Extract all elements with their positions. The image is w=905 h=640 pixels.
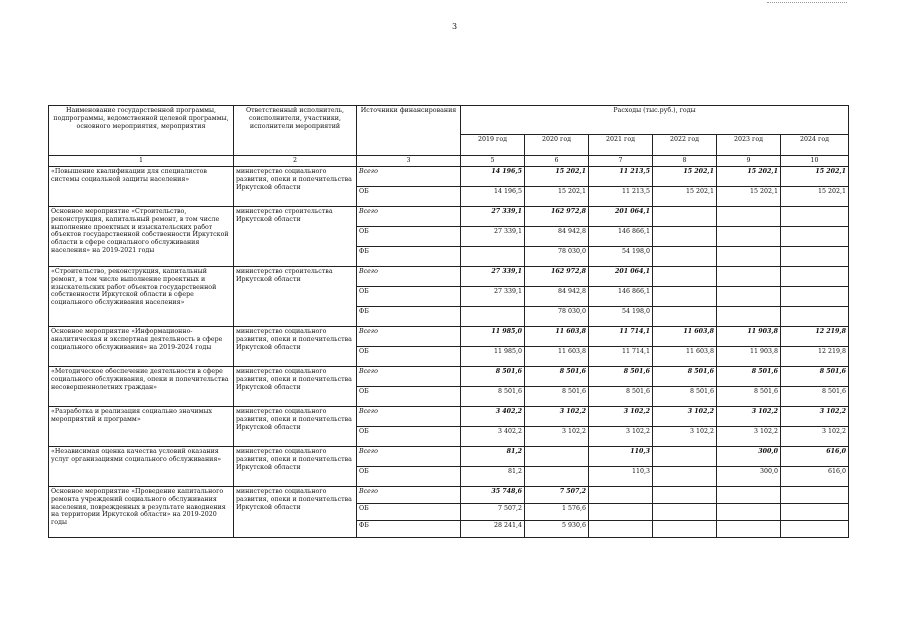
expense-value: 8 501,6 [461,386,525,406]
executor: министерство социального развития, опеки и попечительства Иркутской области [234,366,357,406]
expense-value: 81,2 [461,446,525,466]
expense-value: 27 339,1 [461,266,525,286]
expense-value: 54 198,0 [589,246,653,266]
expense-value: 14 196,5 [461,186,525,206]
expense-value: 11 985,0 [461,326,525,346]
funding-source: ФБ [357,520,461,537]
expense-value [653,226,717,246]
column-number: 1 [49,156,234,167]
col-name-header: Наименование государственной программы, подпрограммы, ведомственной целевой программы, основного мероприятия, мероприятия [49,106,234,156]
column-number: 8 [653,156,717,167]
expense-value: 616,0 [781,466,849,486]
expense-value [717,503,781,520]
table-row [49,486,849,503]
expense-value [653,486,717,503]
expense-value: 35 748,6 [461,486,525,503]
expense-value: 78 030,0 [525,306,589,326]
expense-value: 1 576,6 [525,503,589,520]
expense-value: 8 501,6 [781,386,849,406]
column-number: 10 [781,156,849,167]
expense-value [717,246,781,266]
expense-value [781,246,849,266]
expense-value: 15 202,1 [781,166,849,186]
budget-table [48,105,849,538]
expense-value: 5 930,6 [525,520,589,537]
expense-value: 84 942,8 [525,286,589,306]
expense-value: 3 102,2 [653,406,717,426]
expense-value [717,520,781,537]
expense-value [717,306,781,326]
expense-value [653,206,717,226]
expense-value: 162 972,8 [525,206,589,226]
expense-value: 8 501,6 [717,386,781,406]
funding-source: Всего [357,206,461,226]
expense-value: 11 714,1 [589,346,653,366]
col-source-header: Источники финансирования [357,106,461,156]
expense-value [653,246,717,266]
expense-value: 8 501,6 [589,386,653,406]
expense-value [717,486,781,503]
expense-value [653,286,717,306]
expense-value: 146 866,1 [589,226,653,246]
expense-value [781,520,849,537]
expense-value: 8 501,6 [653,366,717,386]
executor: министерство социального развития, опеки и попечительства Иркутской области [234,486,357,537]
column-number: 7 [589,156,653,167]
expense-value [781,503,849,520]
expense-value: 3 102,2 [717,426,781,446]
expense-value: 201 064,1 [589,266,653,286]
expense-value: 3 402,2 [461,406,525,426]
expense-value: 3 102,2 [717,406,781,426]
expense-value: 3 102,2 [525,426,589,446]
expense-value: 27 339,1 [461,206,525,226]
expense-value: 11 213,5 [589,166,653,186]
column-number: 6 [525,156,589,167]
expense-value: 616,0 [781,446,849,466]
expense-value: 3 102,2 [525,406,589,426]
expense-value: 3 102,2 [589,426,653,446]
col-expenses-header: Расходы (тыс.руб.), годы [461,106,849,135]
year-header: 2023 год [717,135,781,156]
table-body [49,166,849,537]
funding-source: ОБ [357,346,461,366]
expense-value [653,503,717,520]
activity-name: «Методическое обеспечение деятельности в сфере социального обслуживания, опеки и попечительства несовершеннолетних граждан» [49,366,234,406]
funding-source: Всего [357,166,461,186]
funding-source: Всего [357,406,461,426]
activity-name: Основное мероприятие «Строительство, реконструкция, капитальный ремонт, в том числе выполнение проектных и изыскательских работ объектов государственной собственности Иркутской области в сфере социального обслуживания населения» на 2019-2021 годы [49,206,234,266]
expense-value: 11 985,0 [461,346,525,366]
executor: министерство социального развития, опеки и попечительства Иркутской области [234,166,357,206]
funding-source: Всего [357,366,461,386]
expense-value: 15 202,1 [781,186,849,206]
expense-value: 11 603,8 [653,326,717,346]
header-row-numbers [49,156,849,167]
expense-value [653,520,717,537]
table-row [49,446,849,466]
expense-value: 8 501,6 [589,366,653,386]
expense-value: 78 030,0 [525,246,589,266]
col-executor-header: Ответственный исполнитель, соисполнители, участники, исполнители мероприятий [234,106,357,156]
funding-source: Всего [357,486,461,503]
column-number: 3 [357,156,461,167]
expense-value: 15 202,1 [717,186,781,206]
expense-value: 300,0 [717,466,781,486]
activity-name: «Строительство, реконструкция, капитальный ремонт, в том числе выполнение проектных и изыскательских работ объектов государственной собственности Иркутской области в сфере социального обслуживания населения» [49,266,234,326]
table-row [49,266,849,286]
column-number: 2 [234,156,357,167]
funding-source: ОБ [357,226,461,246]
year-header: 2024 год [781,135,849,156]
expense-value [589,520,653,537]
expense-value: 54 198,0 [589,306,653,326]
expense-value: 146 866,1 [589,286,653,306]
expense-value: 11 603,8 [653,346,717,366]
expense-value: 84 942,8 [525,226,589,246]
year-header: 2021 год [589,135,653,156]
expense-value: 15 202,1 [653,166,717,186]
expense-value: 300,0 [717,446,781,466]
expense-value [461,246,525,266]
expense-value [781,206,849,226]
executor: министерство социального развития, опеки и попечительства Иркутской области [234,326,357,366]
scan-mark [767,2,847,3]
expense-value: 3 102,2 [589,406,653,426]
executor: министерство строительства Иркутской области [234,266,357,326]
expense-value: 12 219,8 [781,326,849,346]
expense-value [717,286,781,306]
expense-value: 11 903,8 [717,346,781,366]
expense-value: 11 603,8 [525,346,589,366]
expense-value: 110,3 [589,446,653,466]
funding-source: ОБ [357,426,461,446]
expense-value: 3 102,2 [781,426,849,446]
column-number: 5 [461,156,525,167]
funding-source: ОБ [357,386,461,406]
expense-value: 27 339,1 [461,286,525,306]
table-row [49,326,849,346]
funding-source: ОБ [357,503,461,520]
expense-value [525,446,589,466]
expense-value [781,486,849,503]
expense-value [653,466,717,486]
expense-value: 8 501,6 [781,366,849,386]
year-header: 2022 год [653,135,717,156]
expense-value: 14 196,5 [461,166,525,186]
expense-value: 15 202,1 [653,186,717,206]
table-row [49,406,849,426]
executor: министерство строительства Иркутской области [234,206,357,266]
expense-value: 8 501,6 [525,366,589,386]
expense-value: 110,3 [589,466,653,486]
funding-source: ФБ [357,306,461,326]
activity-name: «Независимая оценка качества условий оказания услуг организациями социального обслуживания» [49,446,234,486]
expense-value [717,226,781,246]
expense-value: 8 501,6 [461,366,525,386]
page-number: 3 [452,22,458,31]
expense-value [589,486,653,503]
activity-name: Основное мероприятие «Проведение капитального ремонта учреждений социального обслуживания населения, поврежденных в результате наводнения на территории Иркутской области» на 2019-2020 годы [49,486,234,537]
expense-value [525,466,589,486]
expense-value: 11 903,8 [717,326,781,346]
expense-value: 11 603,8 [525,326,589,346]
expense-value [653,306,717,326]
header-row-1 [49,106,849,135]
expense-value: 162 972,8 [525,266,589,286]
expense-value: 12 219,8 [781,346,849,366]
expense-value: 11 213,5 [589,186,653,206]
expense-value: 8 501,6 [525,386,589,406]
expense-value [781,306,849,326]
expense-value: 7 507,2 [525,486,589,503]
expense-value [717,266,781,286]
table-row [49,206,849,226]
activity-name: «Повышение квалификации для специалистов системы социальной защиты населения» [49,166,234,206]
expense-value: 8 501,6 [717,366,781,386]
expense-value: 27 339,1 [461,226,525,246]
funding-source: ОБ [357,186,461,206]
expense-value [589,503,653,520]
table-row [49,366,849,386]
year-header: 2020 год [525,135,589,156]
expense-value: 28 241,4 [461,520,525,537]
expense-value: 201 064,1 [589,206,653,226]
expense-value: 15 202,1 [525,186,589,206]
expense-value: 15 202,1 [525,166,589,186]
expense-value [781,286,849,306]
expense-value [781,266,849,286]
table-row [49,166,849,186]
funding-source: Всего [357,326,461,346]
funding-source: ФБ [357,246,461,266]
expense-value: 7 507,2 [461,503,525,520]
expense-value [653,266,717,286]
expense-value: 81,2 [461,466,525,486]
expense-value: 15 202,1 [717,166,781,186]
executor: министерство социального развития, опеки и попечительства Иркутской области [234,446,357,486]
expense-value [717,206,781,226]
expense-value: 3 102,2 [653,426,717,446]
year-header: 2019 год [461,135,525,156]
funding-source: ОБ [357,466,461,486]
column-number: 9 [717,156,781,167]
expense-value [653,446,717,466]
expense-value: 3 402,2 [461,426,525,446]
executor: министерство социального развития, опеки и попечительства Иркутской области [234,406,357,446]
expense-value: 11 714,1 [589,326,653,346]
expense-value: 8 501,6 [653,386,717,406]
activity-name: Основное мероприятие «Информационно-аналитическая и экспертная деятельность в сфере социального обслуживания» на 2019-2024 годы [49,326,234,366]
expense-value [461,306,525,326]
funding-source: Всего [357,446,461,466]
expense-value [781,226,849,246]
activity-name: «Разработка и реализация социально значимых мероприятий и программ» [49,406,234,446]
funding-source: ОБ [357,286,461,306]
funding-source: Всего [357,266,461,286]
expense-value: 3 102,2 [781,406,849,426]
